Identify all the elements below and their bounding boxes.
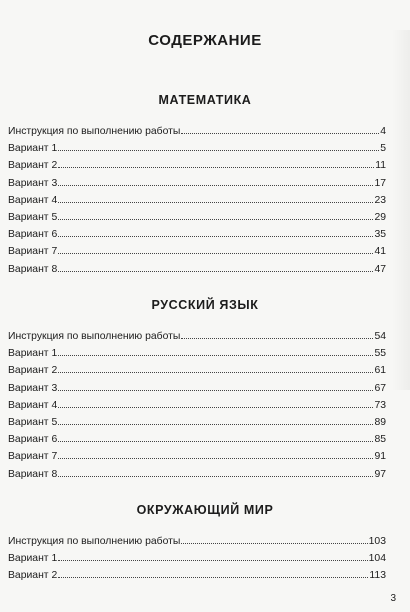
- toc-entry-page: 17: [374, 177, 386, 189]
- toc-entry: [8, 413, 386, 430]
- toc-entry-label: Вариант 2: [8, 570, 58, 582]
- toc-dot-leader: [181, 532, 367, 544]
- toc-dot-leader: [58, 344, 373, 356]
- toc-entry-page: 41: [374, 246, 386, 258]
- toc-entry-page: 4: [380, 126, 386, 137]
- toc-entry-label: Вариант 1: [8, 553, 58, 565]
- toc-entry-label: Вариант 7: [8, 451, 58, 463]
- toc-dot-leader: [181, 327, 373, 339]
- toc-entry-page: 91: [374, 451, 386, 463]
- toc-entry-label: Вариант 8: [8, 468, 58, 480]
- toc-entry-page: 61: [374, 365, 386, 377]
- toc-entry-label: Вариант 3: [8, 177, 58, 189]
- toc-entry: [8, 242, 386, 259]
- toc-entry-page: 35: [374, 229, 386, 241]
- toc-dot-leader: [58, 191, 373, 203]
- toc-entry: [8, 191, 386, 208]
- toc-dot-leader: [58, 566, 368, 578]
- toc-entry-label: Вариант 4: [8, 399, 58, 411]
- toc-entry: [8, 447, 386, 464]
- show-through-shadow: [392, 30, 410, 390]
- toc-dot-leader: [58, 260, 373, 272]
- toc-entry: [8, 566, 386, 583]
- toc-entry-label: Вариант 8: [8, 263, 58, 275]
- toc-entry-label: Вариант 5: [8, 416, 58, 428]
- toc-entry-page: 67: [374, 382, 386, 394]
- toc-entry: [8, 327, 386, 344]
- toc-entry-label: Вариант 5: [8, 211, 58, 223]
- toc-entry-label: Вариант 6: [8, 434, 58, 446]
- toc-entry: [8, 174, 386, 191]
- toc-dot-leader: [58, 430, 373, 442]
- toc-entry-page: 97: [374, 468, 386, 480]
- toc-dot-leader: [58, 139, 379, 151]
- toc-dot-leader: [58, 396, 373, 408]
- toc-entry-page: 73: [374, 399, 386, 411]
- toc-entry: [8, 361, 386, 378]
- toc-entry-page: 5: [380, 143, 386, 155]
- toc-entry-page: 11: [375, 160, 386, 172]
- toc-list-russian: [8, 327, 386, 482]
- toc-dot-leader: [181, 122, 379, 134]
- toc-dot-leader: [58, 361, 373, 373]
- toc-entry: [8, 532, 386, 549]
- toc-entry: [8, 208, 386, 225]
- toc-entry: [8, 139, 386, 156]
- toc-entry-page: 103: [368, 536, 386, 547]
- toc-dot-leader: [58, 549, 367, 561]
- toc-entry-page: 29: [374, 211, 386, 223]
- toc-entry-page: 113: [369, 570, 386, 582]
- toc-entry-page: 54: [374, 331, 386, 342]
- toc-list-world: [8, 532, 386, 584]
- toc-entry: [8, 379, 386, 396]
- toc-entry-page: 85: [374, 434, 386, 446]
- toc-entry-page: 47: [374, 263, 386, 275]
- toc-entry-page: 104: [368, 553, 386, 565]
- toc-dot-leader: [58, 156, 374, 168]
- toc-dot-leader: [58, 225, 373, 237]
- toc-dot-leader: [58, 174, 373, 186]
- toc-dot-leader: [58, 208, 373, 220]
- toc-list-mathematics: [8, 122, 386, 277]
- toc-entry-label: Вариант 7: [8, 246, 58, 258]
- page-title: СОДЕРЖАНИЕ: [148, 32, 262, 49]
- toc-entry-label: Инструкция по выполнению работы: [8, 536, 181, 547]
- toc-entry: [8, 549, 386, 566]
- toc-entry-page: 55: [374, 348, 386, 360]
- toc-dot-leader: [58, 379, 373, 391]
- toc-entry-label: Инструкция по выполнению работы: [8, 331, 181, 342]
- toc-entry-label: Вариант 2: [8, 365, 58, 377]
- toc-entry-label: Вариант 4: [8, 194, 58, 206]
- toc-entry-label: Вариант 1: [8, 143, 58, 155]
- section-heading-mathematics: МАТЕМАТИКА: [158, 93, 252, 107]
- toc-entry-label: Вариант 1: [8, 348, 58, 360]
- toc-entry-label: Вариант 3: [8, 382, 58, 394]
- toc-dot-leader: [58, 242, 373, 254]
- toc-entry: [8, 344, 386, 361]
- toc-entry-label: Вариант 6: [8, 229, 58, 241]
- toc-entry: [8, 396, 386, 413]
- toc-dot-leader: [58, 465, 373, 477]
- toc-entry-page: 23: [374, 194, 386, 206]
- section-heading-world: ОКРУЖАЮЩИЙ МИР: [136, 503, 274, 517]
- toc-entry: [8, 225, 386, 242]
- toc-entry: [8, 156, 386, 173]
- toc-entry: [8, 465, 386, 482]
- toc-entry-page: 89: [374, 416, 386, 428]
- section-heading-russian: РУССКИЙ ЯЗЫК: [151, 298, 259, 312]
- toc-entry: [8, 430, 386, 447]
- page-number: 3: [390, 593, 396, 604]
- toc-entry: [8, 122, 386, 139]
- toc-dot-leader: [58, 413, 373, 425]
- toc-entry-label: Вариант 2: [8, 160, 58, 172]
- toc-dot-leader: [58, 447, 373, 459]
- toc-entry: [8, 260, 386, 277]
- toc-entry-label: Инструкция по выполнению работы: [8, 126, 181, 137]
